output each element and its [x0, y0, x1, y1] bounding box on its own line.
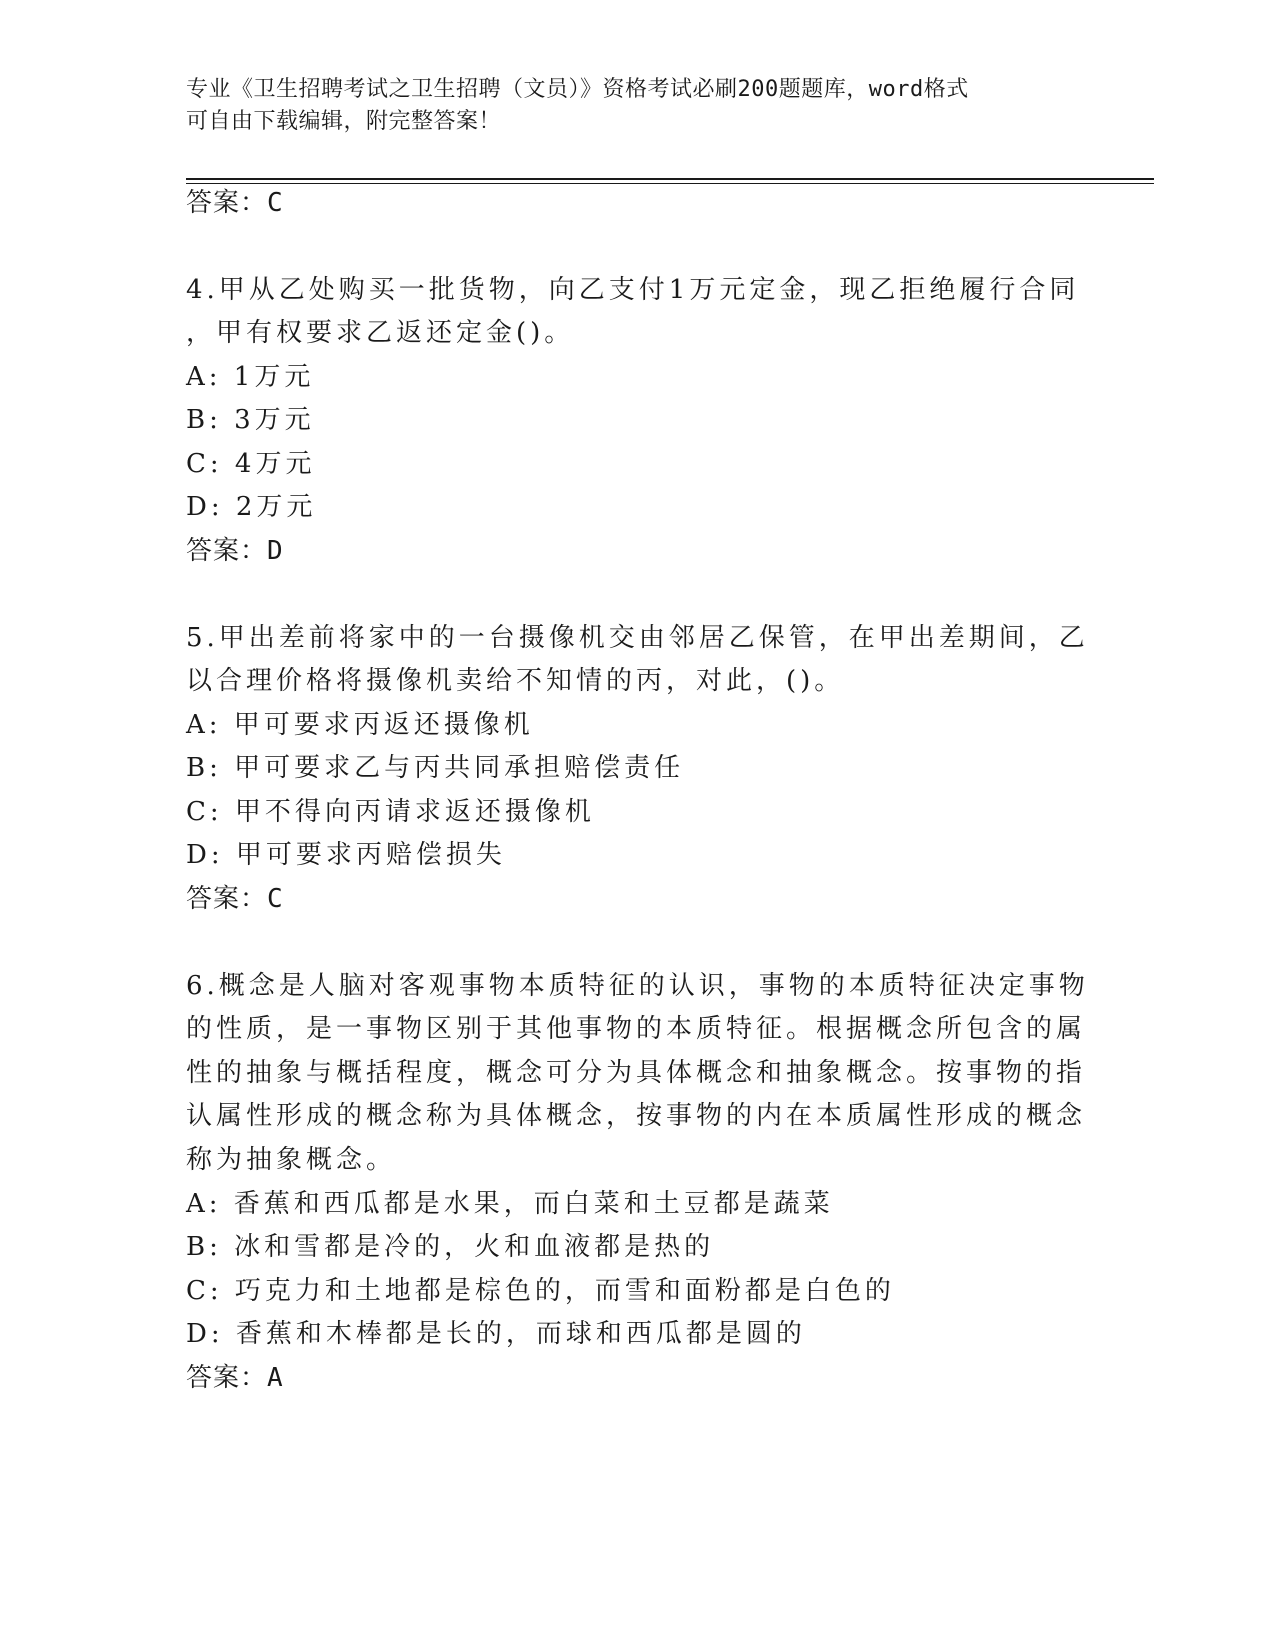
question-5-stem-line-1: 5.甲出差前将家中的一台摄像机交由邻居乙保管，在甲出差期间，乙 [186, 623, 1089, 653]
question-4-option-c: C: 4万元 [186, 449, 316, 479]
question-5-option-d: D: 甲可要求丙赔偿损失 [186, 840, 506, 870]
question-6-stem-line-4: 认属性形成的概念称为具体概念，按事物的内在本质属性形成的概念 [186, 1101, 1087, 1131]
question-5-option-c: C: 甲不得向丙请求返还摄像机 [186, 797, 595, 827]
question-4-stem-line-1: 4.甲从乙处购买一批货物，向乙支付1万元定金，现乙拒绝履行合同 [186, 275, 1080, 305]
header-line-1: 专业《卫生招聘考试之卫生招聘（文员）》资格考试必刷200题题库，word格式 [186, 77, 969, 102]
question-6-option-b: B: 冰和雪都是冷的，火和血液都是热的 [186, 1232, 715, 1262]
question-4-option-b: B: 3万元 [186, 405, 315, 435]
header-line-2: 可自由下载编辑，附完整答案！ [186, 109, 502, 134]
question-6-stem-line-3: 性的抽象与概括程度，概念可分为具体概念和抽象概念。按事物的指 [186, 1058, 1087, 1088]
question-6-answer: 答案：A [186, 1363, 284, 1393]
question-6-option-d: D: 香蕉和木棒都是长的，而球和西瓜都是圆的 [186, 1319, 806, 1349]
question-6-stem-line-5: 称为抽象概念。 [186, 1145, 397, 1175]
question-6-stem-line-2: 的性质，是一事物区别于其他事物的本质特征。根据概念所包含的属 [186, 1014, 1087, 1044]
question-4-answer: 答案：D [186, 536, 284, 566]
question-6-option-a: A: 香蕉和西瓜都是水果，而白菜和土豆都是蔬菜 [186, 1189, 834, 1219]
question-5-option-a: A: 甲可要求丙返还摄像机 [186, 710, 534, 740]
question-5-answer: 答案：C [186, 884, 284, 914]
question-5-option-b: B: 甲可要求乙与丙共同承担赔偿责任 [186, 753, 685, 783]
previous-answer: 答案：C [186, 188, 284, 218]
question-5-stem-line-2: 以合理价格将摄像机卖给不知情的丙，对此，()。 [186, 666, 845, 696]
question-6-option-c: C: 巧克力和土地都是棕色的，而雪和面粉都是白色的 [186, 1276, 895, 1306]
question-4-option-a: A: 1万元 [186, 362, 315, 392]
document-header [186, 74, 1086, 138]
question-4-option-d: D: 2万元 [186, 492, 317, 522]
header-rule-thick [186, 178, 1154, 180]
question-4-stem-line-2: ，甲有权要求乙返还定金()。 [186, 318, 575, 348]
question-6-stem-line-1: 6.概念是人脑对客观事物本质特征的认识，事物的本质特征决定事物 [186, 971, 1089, 1001]
header-rule-thin [186, 183, 1154, 184]
